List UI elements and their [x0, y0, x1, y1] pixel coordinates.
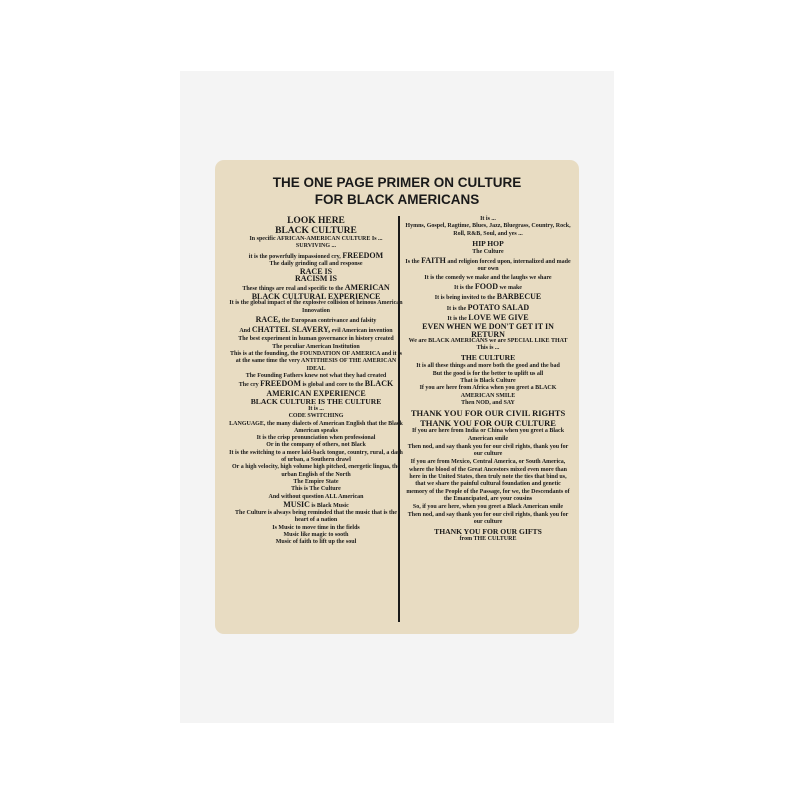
- text-fragment: It is the: [446, 305, 467, 312]
- text-line: AMERICAN EXPERIENCE: [266, 388, 366, 398]
- text-line: In specific AFRICAN-AMERICAN CULTURE Is ...: [249, 236, 383, 242]
- text-line: SURVIVING ...: [295, 243, 337, 250]
- text-fragment: the European contrivance and falsity: [281, 317, 377, 324]
- black-culture-heading: BLACK CULTURE: [275, 226, 357, 236]
- left-column: [229, 216, 403, 547]
- text-line: [405, 283, 571, 292]
- text-line: [405, 293, 571, 302]
- text-line: It is ...: [480, 216, 496, 222]
- text-line: [405, 257, 571, 274]
- text-line: Then nod, and say thank you for our civil rights, thank you for our culture: [407, 511, 569, 525]
- text-line: The peculiar American Institution: [272, 343, 360, 350]
- emphasis: BLACK: [364, 379, 394, 389]
- civil-rights-heading: THANK YOU FOR OUR CIVIL RIGHTS: [410, 408, 566, 419]
- text-fragment: we make: [499, 285, 522, 292]
- text-line: The best experiment in human governance in history created: [238, 335, 394, 342]
- text-line: Or in the company of others, not Black: [266, 442, 366, 449]
- black-culture-is-heading: BLACK CULTURE IS THE CULTURE: [250, 396, 382, 406]
- right-column: [405, 216, 571, 543]
- text-line: Then NOD, and SAY: [461, 399, 515, 406]
- text-line: [229, 501, 403, 510]
- text-line: The Culture is always being reminded that the music that is the heart of a nation: [235, 510, 397, 524]
- thanks-culture-heading: THANK YOU FOR OUR CULTURE: [420, 418, 556, 429]
- text-line: The Culture: [472, 248, 504, 255]
- text-fragment: Is the: [405, 259, 420, 266]
- emphasis: LANGUAGE,: [229, 420, 266, 427]
- text-line: [229, 326, 403, 335]
- text-fragment: it is the powerfully impassioned cry,: [248, 253, 341, 260]
- emphasis: AMERICAN: [344, 282, 390, 292]
- text-line: It is the comedy we make and the laughs we share: [424, 274, 552, 281]
- emphasis: LOVE WE GIVE: [468, 312, 529, 322]
- text-line: CODE SWITCHING: [288, 413, 344, 420]
- the-culture-heading: THE CULTURE: [460, 353, 516, 363]
- racism-is-line: RACISM IS: [294, 274, 337, 284]
- text-line: That is Black Culture: [460, 378, 516, 385]
- text-fragment: evil American invention: [331, 328, 393, 335]
- text-fragment: It is being invited to the: [434, 295, 496, 302]
- text-line: The Empire State: [293, 478, 339, 485]
- text-line: It is the crisp pronunciation when professional: [256, 435, 376, 442]
- text-fragment: is global and core to the: [302, 382, 364, 389]
- text-fragment: The cry: [238, 382, 259, 389]
- emphasis: POTATO SALAD: [467, 302, 530, 312]
- text-line: It is the switching to a more laid-back tongue, country, rural, a dash of urban, a Southern drawl: [229, 449, 403, 464]
- text-line: This is The Culture: [291, 486, 341, 493]
- text-line: If you are from Mexico, Central America, or South America, where the blood of the Great Ancestors mixed even more than here in the United States, then truly note the ties that bind us, that we share the painful cultural foundation and genetic memory of the People of the Passage, for we, the Descendants of the Emancipated, are your cousins: [406, 459, 570, 502]
- text-fragment: We are BLACK AMERICANS we are SPECIAL LIKE THAT: [408, 337, 568, 344]
- text-line: Music of faith to lift up the soul: [275, 539, 357, 546]
- text-line: BLACK CULTURAL EXPERIENCE: [251, 292, 381, 302]
- text-line: [229, 316, 403, 325]
- text-fragment: the many dialects of American English that the Black American speaks: [266, 420, 403, 434]
- text-line: So, if you are here, when you greet a Black American smile: [412, 504, 564, 511]
- race-is-line: RACE IS: [299, 267, 333, 277]
- text-line: If you are here from Africa when you greet a BLACK AMERICAN SMILE: [419, 385, 557, 399]
- title-line-1: THE ONE PAGE PRIMER ON CULTURE: [272, 175, 522, 190]
- text-line: Or a high velocity, high volume high pitched, energetic lingua, the urban English of the North: [231, 464, 401, 478]
- text-line: It is ...: [308, 405, 324, 412]
- text-line: It is all these things and more both the good and the bad: [416, 363, 560, 370]
- emphasis: FREEDOM: [342, 250, 384, 260]
- emphasis: CHATTEL SLAVERY,: [251, 325, 331, 335]
- text-line: from THE CULTURE: [459, 536, 517, 543]
- text-line: But the good is for the better to uplift us all: [432, 370, 544, 377]
- text-line: EVEN WHEN WE DON'T GET IT IN RETURN: [422, 322, 554, 339]
- text-line: It is the global impact of the explosive collision of heinous American Innovation: [229, 300, 403, 314]
- hip-hop-heading: HIP HOP: [472, 238, 504, 248]
- text-line: And without question ALL American: [268, 493, 364, 500]
- text-line: Is Music to move time in the fields: [272, 524, 360, 531]
- emphasis: BARBECUE: [496, 292, 542, 302]
- text-line: Then nod, and say thank you for our civil rights, thank you for our culture: [407, 443, 569, 458]
- title-line-2: FOR BLACK AMERICANS: [314, 192, 480, 207]
- text-line: [229, 252, 403, 261]
- text-fragment: These things are real and specific to the: [242, 285, 344, 292]
- text-fragment: is Black Music: [311, 502, 349, 509]
- text-line: Music like magic to sooth: [283, 531, 349, 538]
- text-line: [405, 304, 571, 313]
- emphasis: MUSIC: [283, 499, 310, 509]
- text-fragment: This is ...: [476, 345, 500, 352]
- text-fragment: It is the: [447, 315, 467, 322]
- text-line: Hymns, Gospel, Ragtime, Blues, Jazz, Bluegrass, Country, Rock, Roll, R&B, Soul, and yes ...: [405, 223, 571, 237]
- emphasis: FOOD: [474, 282, 498, 292]
- text-line: The Founding Fathers knew not what they had created: [245, 373, 387, 380]
- text-fragment: It is the: [454, 285, 474, 292]
- text-fragment: and religion forced upon, internalized and made our own: [447, 259, 571, 273]
- text-line: If you are here from India or China when you greet a Black American smile: [411, 428, 565, 442]
- text-line: [405, 338, 571, 353]
- emphasis: FREEDOM: [260, 379, 302, 389]
- look-here-heading: LOOK HERE: [287, 216, 345, 226]
- primer-card: [215, 160, 579, 634]
- emphasis: FAITH: [421, 256, 446, 266]
- page-title: [215, 174, 579, 208]
- emphasis: RACE,: [255, 314, 281, 324]
- text-line: The daily grinding call and response: [269, 260, 363, 267]
- text-line: This is at the founding, the FOUNDATION OF AMERICA and it is at the same time the very ANTITHESIS OF THE AMERICAN IDEAL: [229, 351, 403, 372]
- text-line: [229, 421, 403, 436]
- gifts-heading: THANK YOU FOR OUR GIFTS: [434, 527, 542, 537]
- text-fragment: And: [239, 328, 251, 335]
